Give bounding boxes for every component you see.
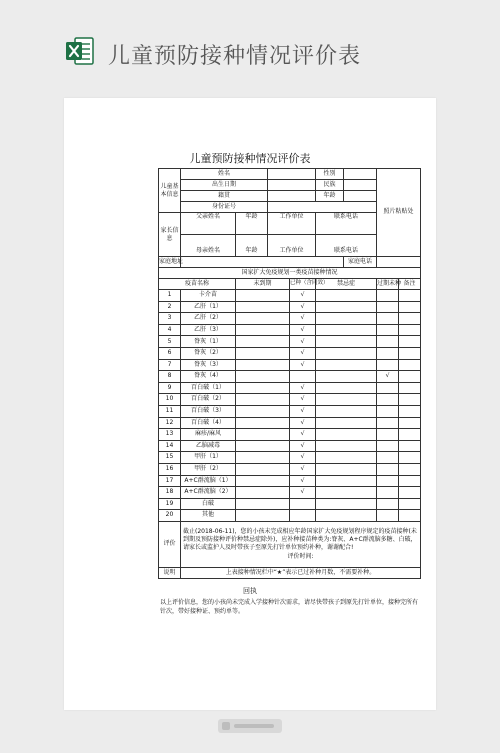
- contraindication-cell[interactable]: [316, 313, 377, 325]
- not-due-cell[interactable]: [236, 452, 290, 464]
- contraindication-cell[interactable]: [316, 301, 377, 313]
- vaccine-row: [159, 301, 421, 313]
- done-mark[interactable]: √: [290, 394, 316, 406]
- vaccine-name: 乙肝（1）: [181, 301, 236, 313]
- remarks-cell[interactable]: [399, 347, 421, 359]
- not-due-cell[interactable]: [236, 498, 290, 510]
- receipt-title: 回执: [243, 587, 257, 595]
- contraindication-cell[interactable]: [316, 336, 377, 348]
- not-due-cell[interactable]: [236, 475, 290, 487]
- remarks-cell[interactable]: [399, 336, 421, 348]
- vaccine-name: 百白破（3）: [181, 405, 236, 417]
- vaccine-number: 7: [159, 359, 181, 371]
- vaccine-number: 19: [159, 498, 181, 510]
- remarks-cell[interactable]: [399, 313, 421, 325]
- vaccine-row: [159, 359, 421, 371]
- name-label: 姓名: [181, 169, 268, 180]
- remarks-cell[interactable]: [399, 452, 421, 464]
- mother-work-label: 工作单位: [268, 235, 316, 257]
- contraindication-cell[interactable]: [316, 382, 377, 394]
- done-mark[interactable]: √: [290, 313, 316, 325]
- header-bar: [0, 0, 500, 95]
- vaccine-name: 白破: [181, 498, 236, 510]
- mother-phone-label: 联系电话: [316, 235, 377, 257]
- remarks-cell[interactable]: [399, 301, 421, 313]
- contraindication-cell[interactable]: [316, 452, 377, 464]
- not-due-cell[interactable]: [236, 324, 290, 336]
- home-phone-label: 家庭电话: [344, 257, 377, 268]
- program-title: 国家扩大免疫规划一类疫苗接种情况: [159, 268, 421, 279]
- father-name-label: 父亲姓名: [181, 213, 236, 235]
- gender-label: 性别: [316, 169, 344, 180]
- contraindication-cell[interactable]: [316, 405, 377, 417]
- remarks-cell[interactable]: [399, 382, 421, 394]
- overdue-mark[interactable]: [377, 313, 399, 325]
- vaccine-name: 乙肝（3）: [181, 324, 236, 336]
- done-mark[interactable]: √: [290, 440, 316, 452]
- vaccine-number: 5: [159, 336, 181, 348]
- done-mark[interactable]: √: [290, 452, 316, 464]
- vaccine-number: 2: [159, 301, 181, 313]
- vaccine-row: [159, 417, 421, 429]
- not-due-cell[interactable]: [236, 382, 290, 394]
- done-mark[interactable]: √: [290, 301, 316, 313]
- age-field[interactable]: [344, 191, 377, 202]
- contraindication-cell[interactable]: [316, 371, 377, 383]
- overdue-mark[interactable]: [377, 347, 399, 359]
- vaccine-number: 8: [159, 371, 181, 383]
- vaccine-number: 10: [159, 394, 181, 406]
- contraindication-cell[interactable]: [316, 347, 377, 359]
- mother-age-label: 年龄: [236, 235, 268, 257]
- evaluation-table: [158, 168, 421, 579]
- vaccine-name: 百白破（1）: [181, 382, 236, 394]
- vaccine-number: 18: [159, 487, 181, 499]
- age-label: 年龄: [316, 191, 344, 202]
- done-mark[interactable]: √: [290, 382, 316, 394]
- done-mark[interactable]: √: [290, 336, 316, 348]
- not-due-cell[interactable]: [236, 290, 290, 302]
- home-address-field[interactable]: [181, 257, 344, 268]
- parent-section-label: 家长信息: [159, 213, 181, 257]
- vaccine-name: 脊灰（3）: [181, 359, 236, 371]
- overdue-mark[interactable]: [377, 301, 399, 313]
- header-not-due: 未到期: [236, 279, 290, 290]
- remarks-cell[interactable]: [399, 463, 421, 475]
- vaccine-name: 百白破（4）: [181, 417, 236, 429]
- vaccine-name: 甲肝（2）: [181, 463, 236, 475]
- overdue-mark[interactable]: [377, 452, 399, 464]
- vaccine-number: 1: [159, 290, 181, 302]
- vaccine-name: 脊灰（4）: [181, 371, 236, 383]
- mother-name-label: 母亲姓名: [181, 235, 236, 257]
- header-remarks: 备注: [399, 279, 421, 290]
- contraindication-cell[interactable]: [316, 440, 377, 452]
- done-mark[interactable]: √: [290, 324, 316, 336]
- contraindication-cell[interactable]: [316, 429, 377, 441]
- vaccine-row: [159, 382, 421, 394]
- contraindication-cell[interactable]: [316, 417, 377, 429]
- done-mark[interactable]: √: [290, 429, 316, 441]
- contraindication-cell[interactable]: [316, 498, 377, 510]
- overdue-mark[interactable]: [377, 394, 399, 406]
- contraindication-cell[interactable]: [316, 290, 377, 302]
- vaccine-row: [159, 452, 421, 464]
- document-title: 儿童预防接种情况评价表: [189, 152, 311, 165]
- vaccine-number: 3: [159, 313, 181, 325]
- contraindication-cell[interactable]: [316, 359, 377, 371]
- vaccine-list: [159, 290, 421, 522]
- vaccine-number: 11: [159, 405, 181, 417]
- overdue-mark[interactable]: [377, 475, 399, 487]
- not-due-cell[interactable]: [236, 347, 290, 359]
- done-mark[interactable]: √: [290, 487, 316, 499]
- vaccine-row: [159, 440, 421, 452]
- done-mark[interactable]: [290, 371, 316, 383]
- vaccine-number: 9: [159, 382, 181, 394]
- not-due-cell[interactable]: [236, 313, 290, 325]
- not-due-cell[interactable]: [236, 429, 290, 441]
- vaccine-name: 脊灰（1）: [181, 336, 236, 348]
- not-due-cell[interactable]: [236, 336, 290, 348]
- done-mark[interactable]: √: [290, 347, 316, 359]
- evaluation-text-cell: [181, 521, 421, 567]
- vaccine-number: 12: [159, 417, 181, 429]
- vaccine-number: 13: [159, 429, 181, 441]
- overdue-mark[interactable]: [377, 336, 399, 348]
- vaccine-row: [159, 347, 421, 359]
- vaccine-row: [159, 498, 421, 510]
- vaccine-name: 卡介苗: [181, 290, 236, 302]
- remarks-cell[interactable]: [399, 440, 421, 452]
- remarks-cell[interactable]: [399, 371, 421, 383]
- vaccine-number: 20: [159, 510, 181, 522]
- contraindication-cell[interactable]: [316, 463, 377, 475]
- remarks-cell[interactable]: [399, 359, 421, 371]
- vaccine-number: 4: [159, 324, 181, 336]
- overdue-mark[interactable]: [377, 359, 399, 371]
- remarks-cell[interactable]: [399, 487, 421, 499]
- remarks-cell[interactable]: [399, 417, 421, 429]
- vaccine-name: 甲肝（1）: [181, 452, 236, 464]
- done-mark[interactable]: √: [290, 359, 316, 371]
- vaccine-row: [159, 405, 421, 417]
- contraindication-cell[interactable]: [316, 487, 377, 499]
- vaccine-number: 14: [159, 440, 181, 452]
- overdue-mark[interactable]: [377, 510, 399, 522]
- vaccine-name: 乙肝（2）: [181, 313, 236, 325]
- overdue-mark[interactable]: [377, 324, 399, 336]
- dob-label: 出生日期: [181, 180, 268, 191]
- remarks-cell[interactable]: [399, 498, 421, 510]
- header-done: 已种（含同效）: [290, 279, 316, 290]
- header-contraindication: 禁忌症: [316, 279, 377, 290]
- father-age-label: 年龄: [236, 213, 268, 235]
- home-phone-field[interactable]: [377, 257, 421, 268]
- vaccine-row: [159, 429, 421, 441]
- contraindication-cell[interactable]: [316, 510, 377, 522]
- contraindication-cell[interactable]: [316, 475, 377, 487]
- evaluation-label: 评价: [159, 521, 181, 567]
- overdue-mark[interactable]: [377, 417, 399, 429]
- ethnicity-label: 民族: [316, 180, 344, 191]
- not-due-cell[interactable]: [236, 510, 290, 522]
- vaccine-name: 其他: [181, 510, 236, 522]
- vaccine-name: A+C群流脑（2）: [181, 487, 236, 499]
- header-vaccine-name: 疫苗名称: [159, 279, 236, 290]
- overdue-mark[interactable]: √: [377, 371, 399, 383]
- not-due-cell[interactable]: [236, 405, 290, 417]
- done-mark[interactable]: √: [290, 417, 316, 429]
- father-work-label: 工作单位: [268, 213, 316, 235]
- dob-field[interactable]: [268, 180, 316, 191]
- not-due-cell[interactable]: [236, 394, 290, 406]
- vaccine-number: 16: [159, 463, 181, 475]
- vaccine-row: [159, 463, 421, 475]
- done-mark[interactable]: √: [290, 290, 316, 302]
- home-address-label: 家庭地址: [159, 257, 181, 268]
- overdue-mark[interactable]: [377, 429, 399, 441]
- origin-label: 籍贯: [181, 191, 268, 202]
- watermark-logo: [218, 718, 282, 734]
- overdue-mark[interactable]: [377, 463, 399, 475]
- not-due-cell[interactable]: [236, 371, 290, 383]
- done-mark[interactable]: √: [290, 463, 316, 475]
- note-label: 说明: [159, 567, 181, 578]
- not-due-cell[interactable]: [236, 359, 290, 371]
- photo-area[interactable]: 照片粘贴处: [377, 169, 421, 257]
- remarks-cell[interactable]: [399, 324, 421, 336]
- done-mark[interactable]: [290, 510, 316, 522]
- not-due-cell[interactable]: [236, 417, 290, 429]
- remarks-cell[interactable]: [399, 510, 421, 522]
- vaccine-row: [159, 324, 421, 336]
- done-mark[interactable]: √: [290, 405, 316, 417]
- receipt-text: 以上评价信息，您的小孩尚未完成入学接种针次需求，请尽快带孩子到原先打针单位，接种完所有针次，带好接种证、预约单等。: [160, 599, 419, 615]
- vaccine-name: 麻疹/麻风: [181, 429, 236, 441]
- origin-field[interactable]: [268, 191, 316, 202]
- not-due-cell[interactable]: [236, 440, 290, 452]
- vaccine-row: [159, 487, 421, 499]
- vaccine-row: [159, 313, 421, 325]
- not-due-cell[interactable]: [236, 487, 290, 499]
- vaccine-number: 17: [159, 475, 181, 487]
- father-phone-label: 联系电话: [316, 213, 377, 235]
- overdue-mark[interactable]: [377, 382, 399, 394]
- vaccine-name: 乙脑减毒: [181, 440, 236, 452]
- gender-field[interactable]: [344, 169, 377, 180]
- overdue-mark[interactable]: [377, 498, 399, 510]
- not-due-cell[interactable]: [236, 463, 290, 475]
- remarks-cell[interactable]: [399, 394, 421, 406]
- evaluation-time: 评价时间:: [287, 552, 314, 560]
- vaccine-name: 百白破（2）: [181, 394, 236, 406]
- note-text: 上表接种情况栏中“★”表示已过补种月数，不需要补种。: [181, 567, 421, 578]
- header-overdue: 过期未种: [377, 279, 399, 290]
- vaccine-row: [159, 336, 421, 348]
- remarks-cell[interactable]: [399, 290, 421, 302]
- document-sheet: [64, 98, 436, 710]
- vaccine-row: [159, 371, 421, 383]
- done-mark[interactable]: [290, 498, 316, 510]
- overdue-mark[interactable]: [377, 405, 399, 417]
- contraindication-cell[interactable]: [316, 394, 377, 406]
- overdue-mark[interactable]: [377, 290, 399, 302]
- vaccine-name: A+C群流脑（1）: [181, 475, 236, 487]
- overdue-mark[interactable]: [377, 487, 399, 499]
- ethnicity-field[interactable]: [344, 180, 377, 191]
- remarks-cell[interactable]: [399, 429, 421, 441]
- vaccine-name: 脊灰（2）: [181, 347, 236, 359]
- page-title: 儿童预防接种情况评价表: [108, 44, 362, 69]
- contraindication-cell[interactable]: [316, 324, 377, 336]
- remarks-cell[interactable]: [399, 405, 421, 417]
- vaccine-row: [159, 475, 421, 487]
- name-field[interactable]: [268, 169, 316, 180]
- child-section-label: 儿童基本信息: [159, 169, 181, 213]
- remarks-cell[interactable]: [399, 475, 421, 487]
- done-mark[interactable]: √: [290, 475, 316, 487]
- vaccine-number: 6: [159, 347, 181, 359]
- vaccine-row: [159, 510, 421, 522]
- vaccine-number: 15: [159, 452, 181, 464]
- excel-icon: [66, 36, 94, 66]
- id-label: 身份证号: [181, 202, 268, 213]
- not-due-cell[interactable]: [236, 301, 290, 313]
- vaccine-row: [159, 290, 421, 302]
- evaluation-text: 截止(2018-06-11)，您的小孩未完成相应年龄国家扩大免疫规划程序规定的疫苗接种(未到期及预防接种评价种禁忌症除外)，应补种接苗种类为:脊灰、A+C群流脑多糖、白破，请家长或监护人及时带孩子至原先打针单位预约补种，谢谢配合!: [183, 527, 417, 551]
- vaccine-row: [159, 394, 421, 406]
- id-field[interactable]: [268, 202, 377, 213]
- overdue-mark[interactable]: [377, 440, 399, 452]
